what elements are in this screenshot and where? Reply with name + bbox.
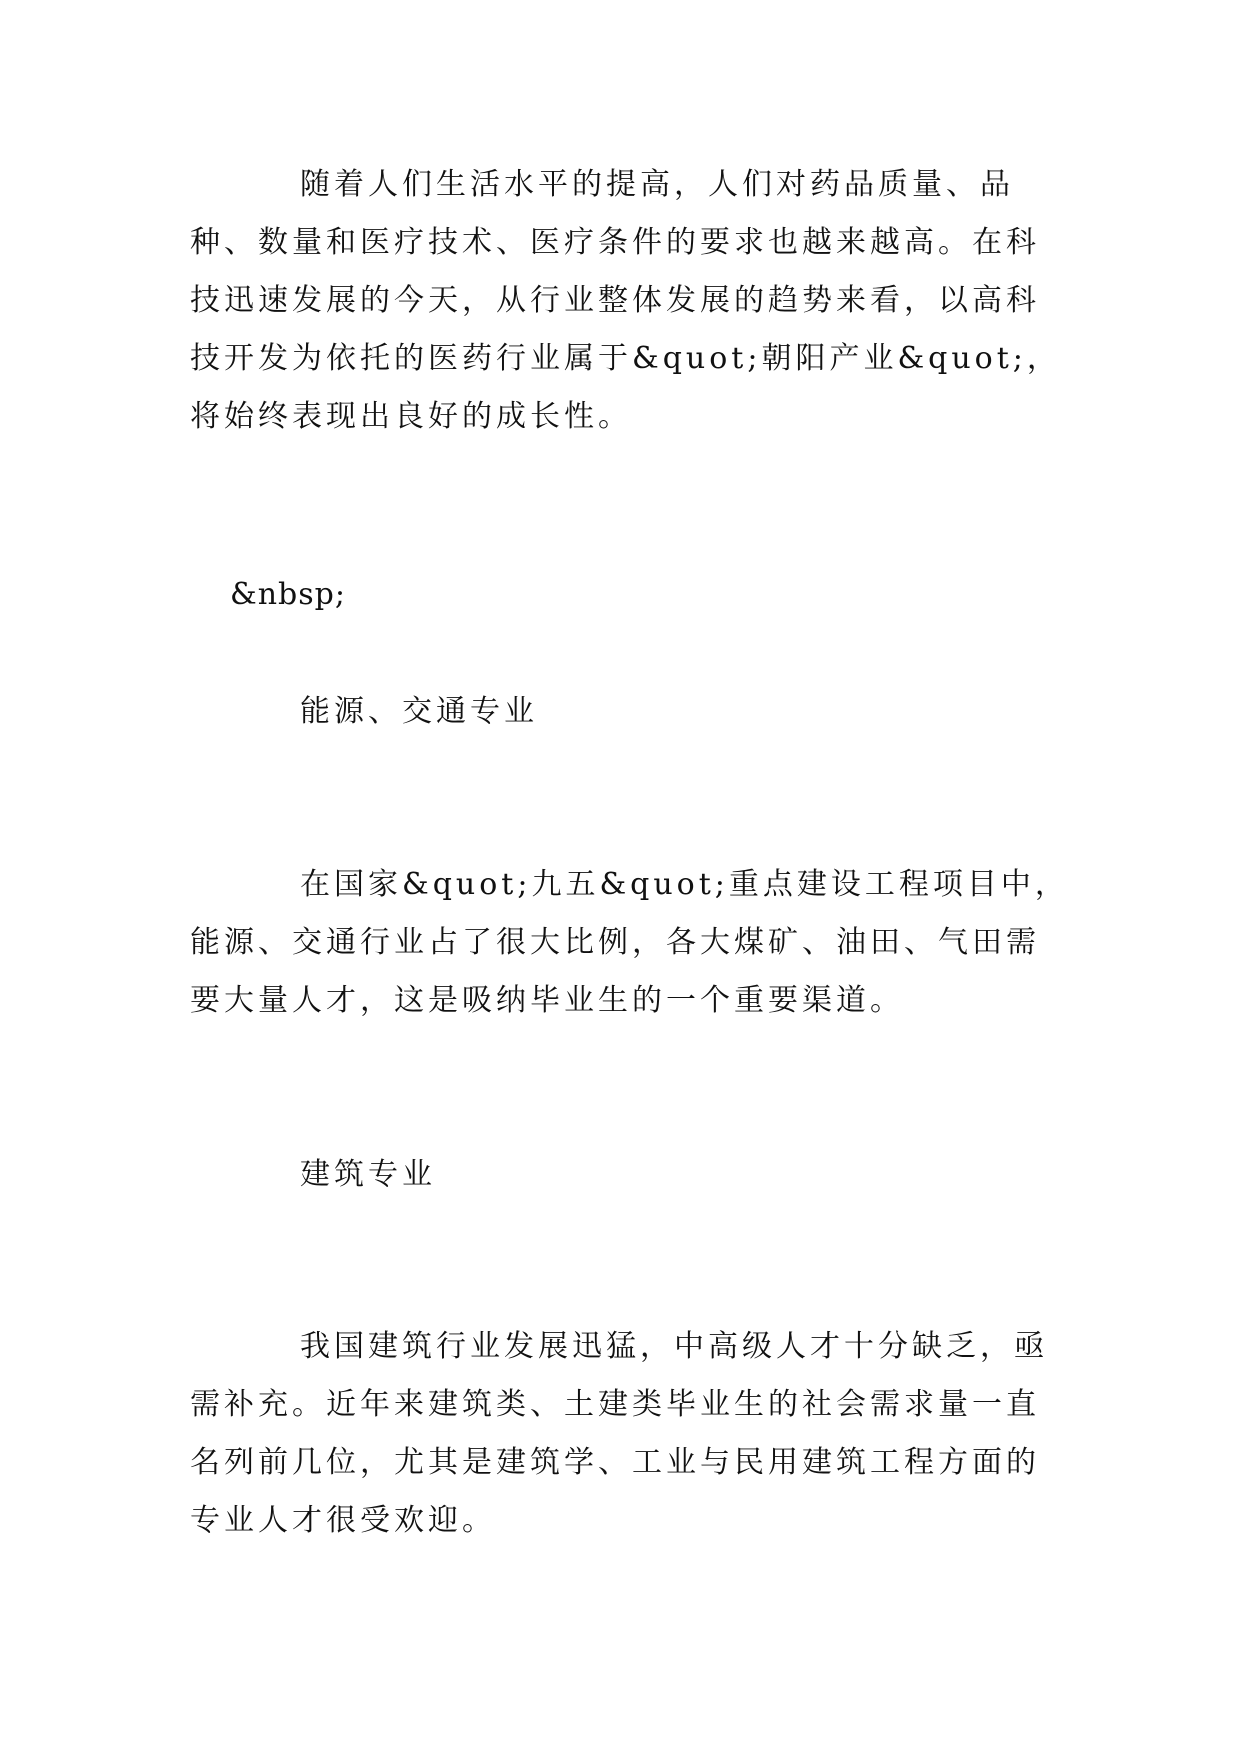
paragraph-medicine: 随着人们生活水平的提高，人们对药品质量、品种、数量和医疗技术、医疗条件的要求也越来越高。在科技迅速发展的今天，从行业整体发展的趋势来看，以高科技开发为依托的医药行业属于&quot;朝阳产业&quot;，将始终表现出良好的成长性。 [190, 167, 1061, 434]
paragraph-architecture: 我国建筑行业发展迅猛，中高级人才十分缺乏，亟需补充。近年来建筑类、土建类毕业生的社会需求量一直名列前几位，尤其是建筑学、工业与民用建筑工程方面的专业人才很受欢迎。 [190, 1329, 1048, 1538]
paragraph-energy-transport: 在国家&quot;九五&quot;重点建设工程项目中，能源、交通行业占了很大比例，各大煤矿、油田、气田需要大量人才，这是吸纳毕业生的一个重要渠道。 [190, 867, 1069, 1018]
heading-energy-transport: 能源、交通专业 [300, 694, 538, 729]
heading-architecture: 建筑专业 [300, 1157, 436, 1192]
paragraph-nbsp: &nbsp; [230, 577, 346, 612]
